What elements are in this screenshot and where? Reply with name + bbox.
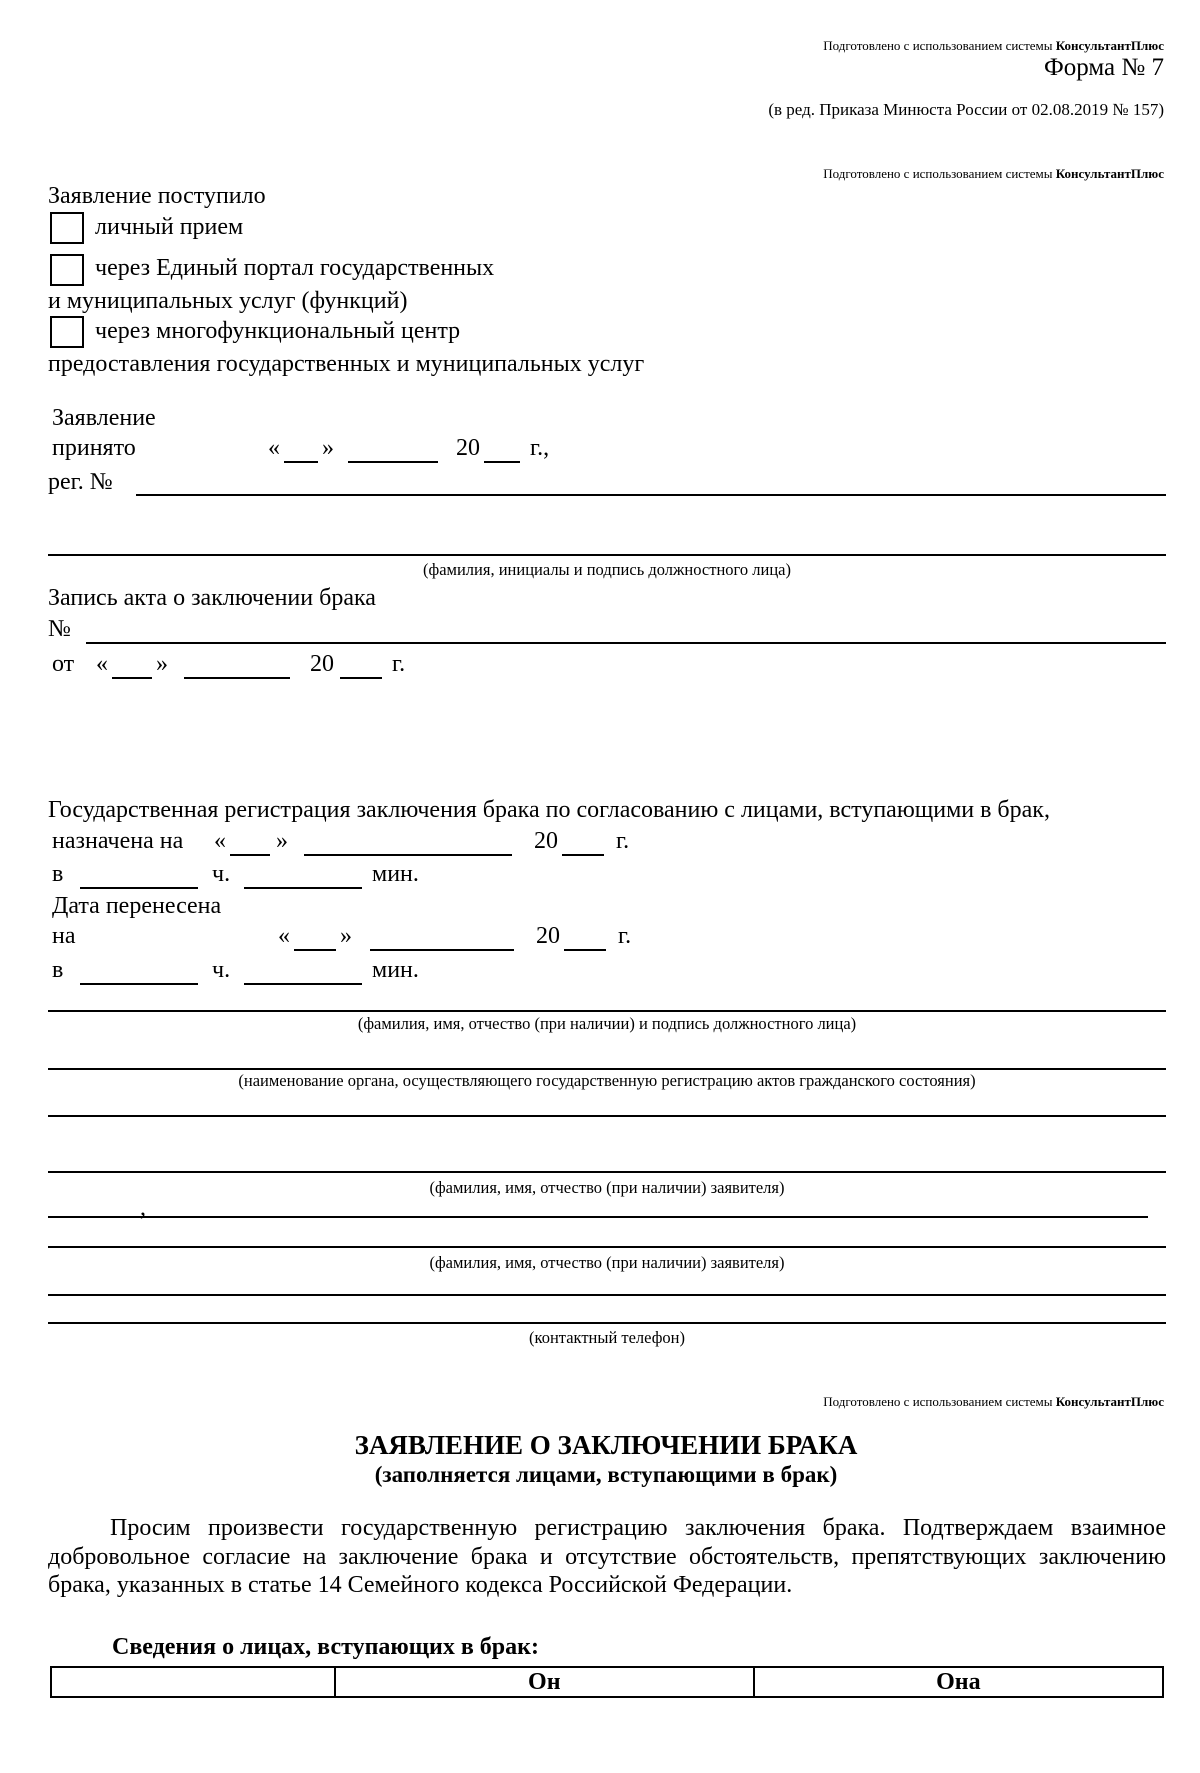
table-header-he: Он bbox=[335, 1667, 754, 1697]
registration-heading: Государственная регистрация заключения брака по согласованию с лицами, вступающими в брак, bbox=[48, 797, 1050, 823]
applicants-comma: , bbox=[140, 1195, 146, 1221]
phone-field-2[interactable] bbox=[48, 1322, 1166, 1324]
year-prefix: 20 bbox=[536, 923, 560, 949]
hours-field[interactable] bbox=[80, 983, 198, 985]
statement-title: ЗАЯВЛЕНИЕ О ЗАКЛЮЧЕНИИ БРАКА bbox=[354, 1430, 858, 1460]
year-prefix: 20 bbox=[310, 651, 334, 677]
acceptance-label-2: принято bbox=[52, 435, 136, 461]
form-title: Форма № 7 bbox=[1044, 54, 1164, 81]
month-field[interactable] bbox=[370, 949, 514, 951]
close-quote: » bbox=[322, 435, 334, 461]
registry-body-caption: (наименование органа, осуществляющего государственную регистрацию актов гражданского состояния) bbox=[238, 1071, 976, 1090]
record-heading: Запись акта о заключении брака bbox=[48, 585, 376, 611]
hours-field[interactable] bbox=[80, 887, 198, 889]
day-field[interactable] bbox=[284, 461, 318, 463]
option-label-personal: личный прием bbox=[95, 214, 244, 240]
year-field[interactable] bbox=[564, 949, 606, 951]
consultant-note: Подготовлено с использованием системы КонсультантПлюс bbox=[823, 38, 1164, 53]
registry-body-field[interactable] bbox=[48, 1068, 1166, 1070]
at-label: в bbox=[52, 957, 64, 983]
applicant-1-field[interactable] bbox=[48, 1171, 1166, 1173]
record-number-field[interactable] bbox=[86, 642, 1166, 644]
official-signature-field[interactable] bbox=[48, 1010, 1166, 1012]
applicant-1-field-cont[interactable] bbox=[48, 1216, 1148, 1218]
open-quote: « bbox=[278, 923, 290, 949]
hours-label: ч. bbox=[212, 861, 231, 887]
open-quote: « bbox=[96, 651, 108, 677]
applicant-caption: (фамилия, имя, отчество (при наличии) заявителя) bbox=[429, 1253, 785, 1272]
at-label: в bbox=[52, 861, 64, 887]
year-suffix: г. bbox=[392, 651, 406, 677]
day-field[interactable] bbox=[112, 677, 152, 679]
acceptance-label-1: Заявление bbox=[52, 405, 156, 431]
statement-subtitle: (заполняется лицами, вступающими в брак) bbox=[374, 1462, 838, 1487]
receipt-heading: Заявление поступило bbox=[48, 183, 266, 209]
close-quote: » bbox=[156, 651, 168, 677]
phone-field-1[interactable] bbox=[48, 1294, 1166, 1296]
month-field[interactable] bbox=[304, 854, 512, 856]
option-label-mfc: через многофункциональный центр bbox=[95, 318, 461, 344]
open-quote: « bbox=[214, 828, 226, 854]
year-prefix: 20 bbox=[534, 828, 558, 854]
table-header-cell bbox=[51, 1667, 335, 1697]
official-signature-field[interactable] bbox=[48, 554, 1166, 556]
phone-caption: (контактный телефон) bbox=[529, 1328, 685, 1347]
persons-table bbox=[50, 1666, 1164, 1698]
month-field[interactable] bbox=[184, 677, 290, 679]
option-continuation-portal: и муниципальных услуг (функций) bbox=[48, 288, 408, 314]
year-suffix: г., bbox=[530, 435, 550, 461]
record-from-label: от bbox=[52, 651, 75, 677]
option-continuation-mfc: предоставления государственных и муниципальных услуг bbox=[48, 351, 645, 377]
year-suffix: г. bbox=[618, 923, 632, 949]
day-field[interactable] bbox=[230, 854, 270, 856]
minutes-field[interactable] bbox=[244, 983, 362, 985]
table-row bbox=[51, 1667, 1163, 1697]
month-field[interactable] bbox=[348, 461, 438, 463]
year-field[interactable] bbox=[340, 677, 382, 679]
table-header-she: Она bbox=[754, 1667, 1163, 1697]
close-quote: » bbox=[340, 923, 352, 949]
option-label-portal: через Единый портал государственных bbox=[95, 255, 495, 281]
minutes-label: мин. bbox=[372, 957, 419, 983]
year-field[interactable] bbox=[484, 461, 520, 463]
close-quote: » bbox=[276, 828, 288, 854]
applicant-2-field[interactable] bbox=[48, 1246, 1166, 1248]
statement-body: Просим произвести государственную регистрацию заключения брака. Подтверждаем взаимное добровольное согласие на заключение брака и отсутствие обстоятельств, препятствующих заключению брака, указанных в статье 14 Семейного кодекса Российской Федерации. bbox=[48, 1515, 1166, 1598]
edition-note: (в ред. Приказа Минюста России от 02.08.2019 № 157) bbox=[768, 100, 1164, 119]
moved-label: Дата перенесена bbox=[52, 893, 222, 919]
consultant-note: Подготовлено с использованием системы КонсультантПлюс bbox=[823, 166, 1164, 181]
official-caption: (фамилия, инициалы и подпись должностного лица) bbox=[423, 560, 791, 579]
year-prefix: 20 bbox=[456, 435, 480, 461]
registry-body-field-2[interactable] bbox=[48, 1115, 1166, 1117]
checkbox-mfc[interactable] bbox=[50, 316, 84, 348]
year-field[interactable] bbox=[562, 854, 604, 856]
reg-number-field[interactable] bbox=[136, 494, 1166, 496]
applicant-caption: (фамилия, имя, отчество (при наличии) заявителя) bbox=[429, 1178, 785, 1197]
consultant-note: Подготовлено с использованием системы КонсультантПлюс bbox=[823, 1394, 1164, 1409]
on-label: на bbox=[52, 923, 76, 949]
minutes-label: мин. bbox=[372, 861, 419, 887]
scheduled-label: назначена на bbox=[52, 828, 184, 854]
checkbox-personal[interactable] bbox=[50, 212, 84, 244]
persons-heading: Сведения о лицах, вступающих в брак: bbox=[112, 1634, 539, 1660]
open-quote: « bbox=[268, 435, 280, 461]
checkbox-portal[interactable] bbox=[50, 254, 84, 286]
minutes-field[interactable] bbox=[244, 887, 362, 889]
official-caption: (фамилия, имя, отчество (при наличии) и подпись должностного лица) bbox=[357, 1014, 857, 1033]
day-field[interactable] bbox=[294, 949, 336, 951]
record-number-label: № bbox=[48, 616, 71, 642]
reg-number-label: рег. № bbox=[48, 469, 113, 495]
year-suffix: г. bbox=[616, 828, 630, 854]
hours-label: ч. bbox=[212, 957, 231, 983]
